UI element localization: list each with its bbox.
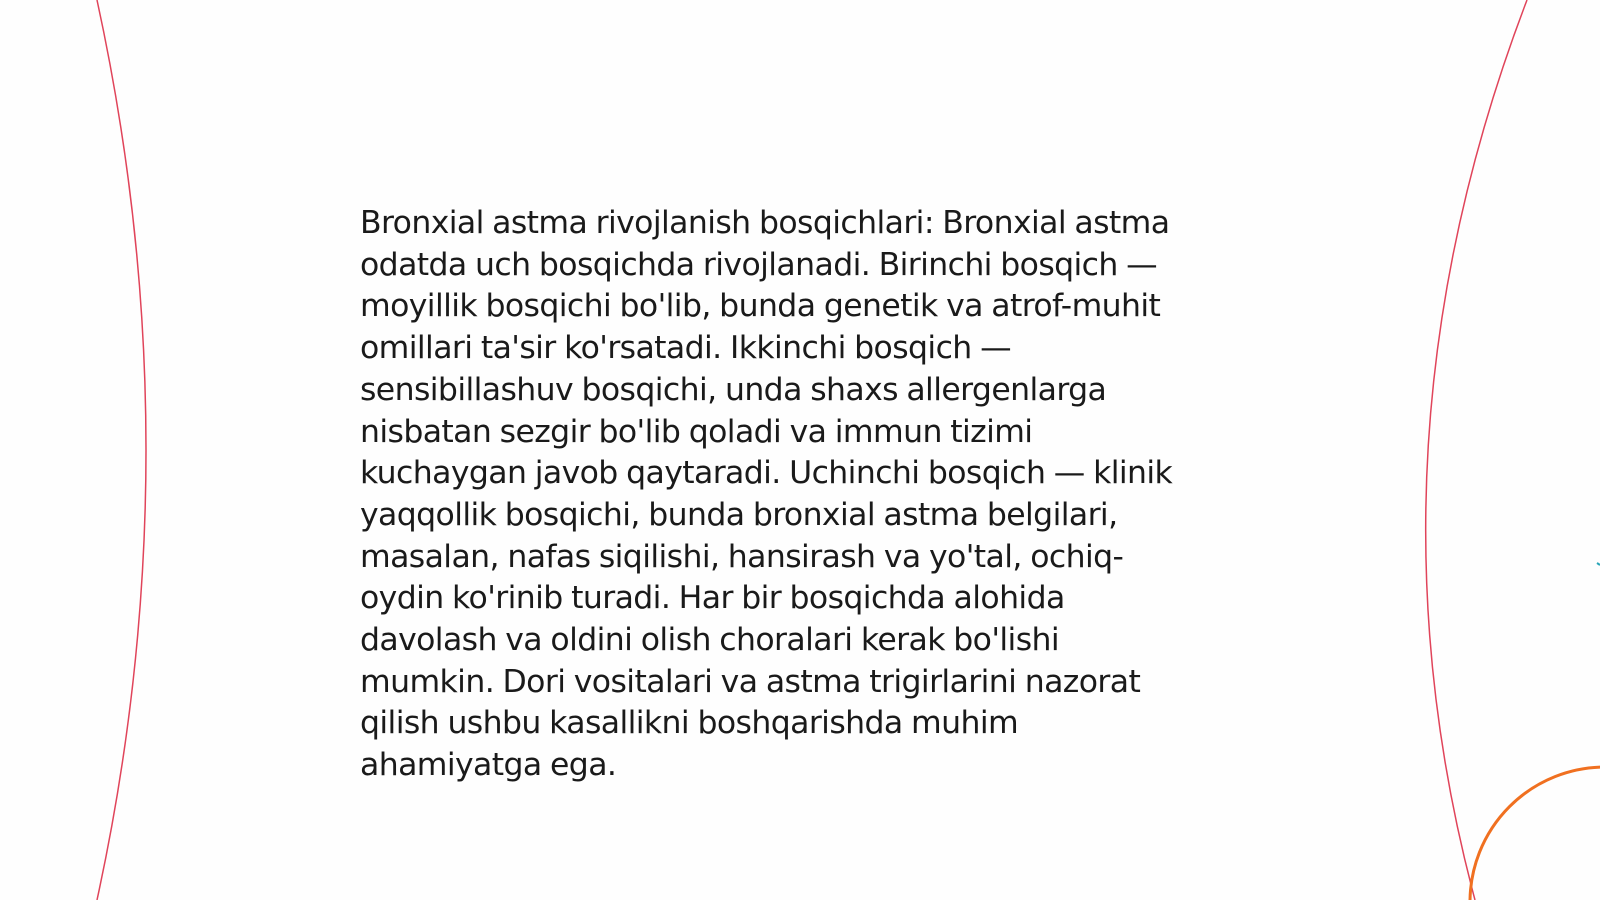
- body-line: odatda uch bosqichda rivojlanadi. Birinchi bosqich —: [360, 246, 1158, 283]
- right-decorative-arc: [1426, 0, 1527, 900]
- left-decorative-arc: [97, 0, 146, 900]
- body-line: davolash va oldini olish choralari kerak bo'lishi: [360, 622, 1060, 659]
- body-line: oydin ko'rinib turadi. Har bir bosqichda alohida: [360, 580, 1065, 617]
- body-line: nisbatan sezgir bo'lib qoladi va immun tizimi: [360, 413, 1033, 450]
- slide-body-text: [360, 203, 1240, 787]
- body-line: qilish ushbu kasallikni boshqarishda muhim: [360, 705, 1019, 742]
- body-line: ahamiyatga ega.: [360, 747, 617, 784]
- orange-decorative-circle: [1470, 767, 1600, 900]
- body-line: Bronxial astma rivojlanish bosqichlari: Bronxial astma: [360, 205, 1170, 241]
- body-line: omillari ta'sir ko'rsatadi. Ikkinchi bosqich —: [360, 330, 1011, 367]
- body-line: masalan, nafas siqilishi, hansirash va yo'tal, ochiq-: [360, 538, 1124, 575]
- body-line: sensibillashuv bosqichi, unda shaxs allergenlarga: [360, 371, 1107, 408]
- body-line: kuchaygan javob qaytaradi. Uchinchi bosqich — klinik: [360, 455, 1173, 492]
- body-line: moyillik bosqichi bo'lib, bunda genetik va atrof-muhit: [360, 288, 1161, 325]
- body-line: yaqqollik bosqichi, bunda bronxial astma belgilari,: [360, 496, 1118, 533]
- body-line: mumkin. Dori vositalari va astma trigirlarini nazorat: [360, 663, 1141, 700]
